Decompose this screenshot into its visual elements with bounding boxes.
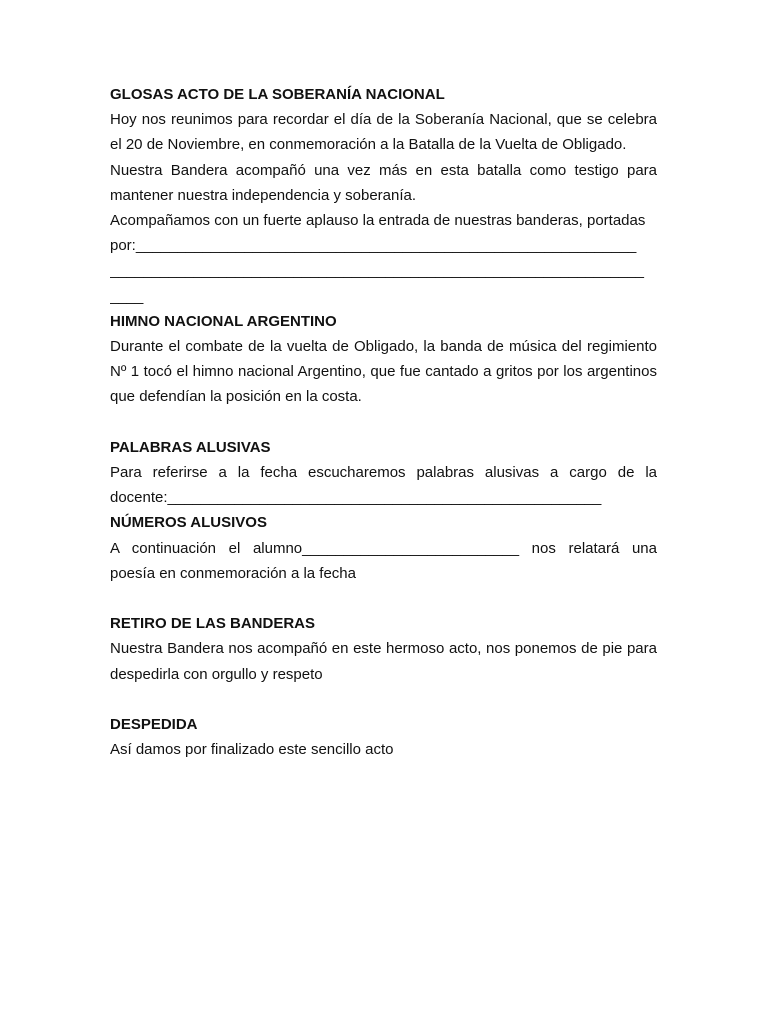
document-body (110, 82, 657, 762)
section-title-numeros: NÚMEROS ALUSIVOS (110, 514, 267, 532)
himno-paragraph: Durante el combate de la vuelta de Obligado, la banda de música del regimiento Nº 1 tocó el himno nacional Argentino, que fue cantado a gritos por los argentinos que defendían la posición en la costa. (110, 338, 657, 406)
flag-bearers-blank-line-3: ____ (110, 287, 144, 305)
intro-paragraph-3: Acompañamos con un fuerte aplauso la entrada de nuestras banderas, portadas (110, 212, 646, 230)
palabras-line-1: Para referirse a la fecha escucharemos palabras alusivas a cargo de la (110, 464, 657, 482)
section-title-glosas: GLOSAS ACTO DE LA SOBERANÍA NACIONAL (110, 86, 445, 103)
flag-bearers-blank-line-1: por:____________________________________________________________ (110, 237, 637, 255)
palabras-teacher-blank-line: docente:____________________________________________________ (110, 489, 602, 507)
spacer (110, 586, 657, 611)
spacer (110, 687, 657, 712)
spacer (110, 410, 657, 435)
despedida-paragraph: Así damos por finalizado este sencillo acto (110, 741, 394, 759)
numeros-line-2: poesía en conmemoración a la fecha (110, 564, 356, 582)
retiro-paragraph: Nuestra Bandera nos acompañó en este hermoso acto, nos ponemos de pie para despedirla con orgullo y respeto (110, 640, 657, 683)
intro-paragraph-2: Nuestra Bandera acompañó una vez más en esta batalla como testigo para mantener nuestra independencia y soberanía. (110, 161, 657, 204)
numeros-line-1: A continuación el alumno__________________________ nos relatará una (110, 539, 657, 557)
flag-bearers-blank-line-2: ________________________________________________________________ (110, 262, 644, 280)
section-title-palabras: PALABRAS ALUSIVAS (110, 438, 271, 456)
section-title-himno: HIMNO NACIONAL ARGENTINO (110, 312, 337, 330)
section-title-despedida: DESPEDIDA (110, 716, 198, 734)
section-title-retiro: RETIRO DE LAS BANDERAS (110, 615, 316, 633)
intro-paragraph-1: Hoy nos reunimos para recordar el día de la Soberanía Nacional, que se celebra el 20 de Noviembre, en conmemoración a la Batalla de la Vuelta de Obligado. (110, 111, 657, 154)
